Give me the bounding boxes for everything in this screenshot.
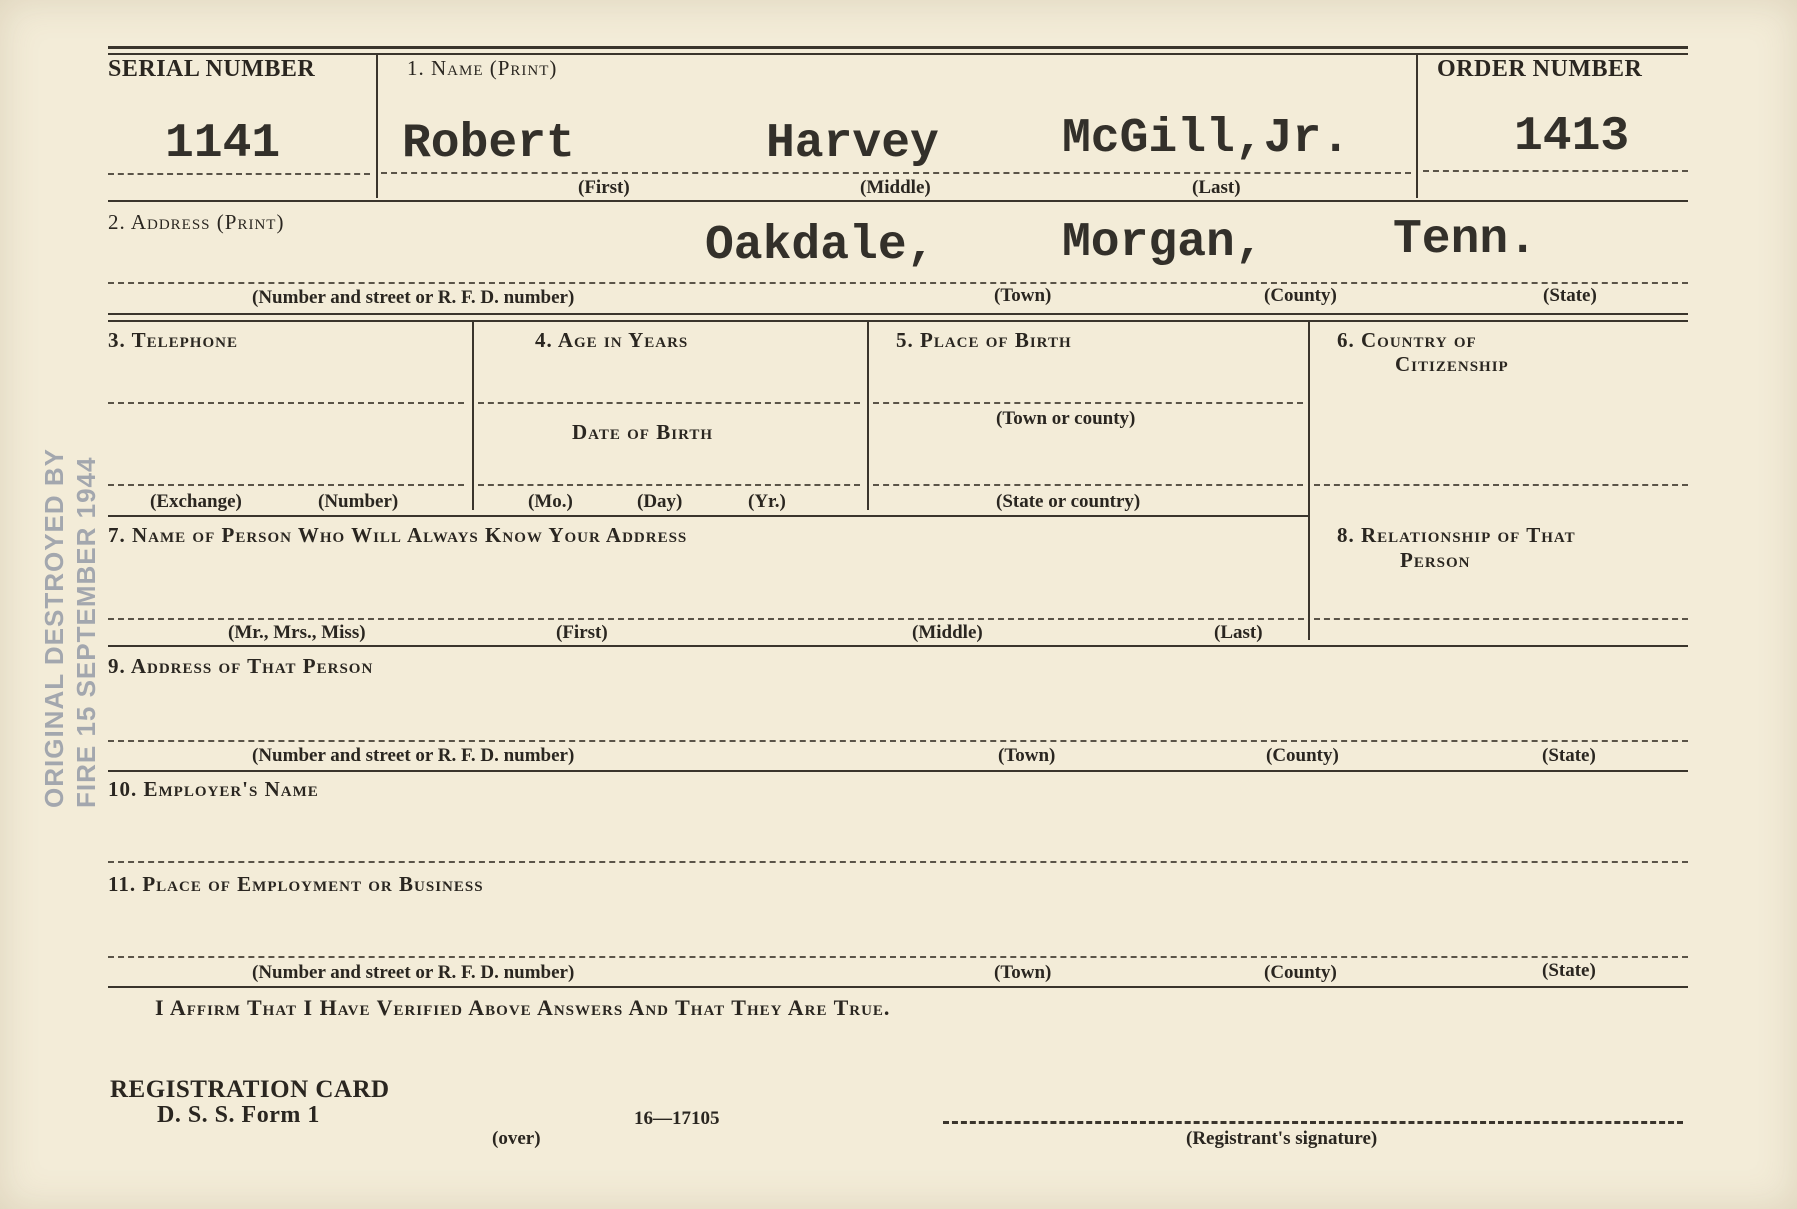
address-state-value: Tenn. [1393, 213, 1538, 267]
signature-caption: (Registrant's signature) [1186, 1128, 1378, 1149]
address-dash [108, 282, 1688, 284]
month-caption: (Mo.) [528, 491, 573, 512]
town-county-caption: (Town or county) [996, 408, 1136, 429]
destroyed-stamp [33, 420, 113, 810]
contact-address-county-caption: (County) [1266, 745, 1339, 766]
row3-divider-2 [867, 322, 869, 510]
address-street-caption: (Number and street or R. F. D. number) [252, 287, 575, 308]
exchange-caption: (Exchange) [150, 491, 242, 512]
mr-caption: (Mr., Mrs., Miss) [228, 622, 366, 643]
last-name-value: McGill,Jr. [1062, 112, 1351, 166]
row11-bottom-rule [108, 986, 1688, 988]
address-town-value: Oakdale, [705, 219, 936, 273]
top-rule [108, 46, 1688, 49]
row2-rule-a [108, 313, 1688, 315]
contact-last-caption: (Last) [1214, 622, 1263, 643]
row3-divider-3 [1308, 322, 1310, 640]
dob-dash [478, 484, 860, 486]
relationship-label-1: 8. Relationship of That [1337, 523, 1576, 547]
form-code: 16—17105 [634, 1108, 720, 1129]
address-label: 2. Address (Print) [108, 210, 285, 234]
serial-divider [376, 54, 378, 198]
contact-address-town-caption: (Town) [998, 745, 1056, 766]
signature-line [943, 1121, 1683, 1124]
day-caption: (Day) [637, 491, 683, 512]
serial-number-value: 1141 [165, 117, 281, 171]
state-country-dash [873, 484, 1303, 486]
telephone-dash-2 [108, 484, 464, 486]
contact-first-caption: (First) [556, 622, 608, 643]
year-caption: (Yr.) [748, 491, 786, 512]
form-number: D. S. S. Form 1 [157, 1102, 320, 1128]
relationship-dash [1314, 618, 1688, 620]
contact-address-label: 9. Address of That Person [108, 654, 374, 678]
date-of-birth-label: Date of Birth [572, 420, 714, 444]
top-rule-2 [108, 53, 1688, 55]
last-caption: (Last) [1192, 177, 1241, 198]
row3-bottom-rule [108, 515, 1308, 517]
order-divider [1416, 54, 1418, 198]
row3-divider-1 [472, 322, 474, 510]
contact-address-street-caption: (Number and street or R. F. D. number) [252, 745, 575, 766]
row7-bottom-rule [108, 645, 1688, 647]
address-county-value: Morgan, [1062, 216, 1264, 270]
citizenship-label-1: 6. Country of [1337, 328, 1477, 352]
middle-caption: (Middle) [860, 177, 931, 198]
telephone-dash [108, 402, 464, 404]
age-dash [478, 402, 860, 404]
card-title: REGISTRATION CARD [110, 1076, 390, 1103]
contact-middle-caption: (Middle) [912, 622, 983, 643]
name-dash [381, 172, 1411, 174]
employment-state-caption: (State) [1542, 960, 1596, 981]
row1-bottom-rule [108, 200, 1688, 202]
birthplace-dash [873, 402, 1303, 404]
serial-number-label: SERIAL NUMBER [108, 56, 316, 82]
first-caption: (First) [578, 177, 630, 198]
name-label: 1. Name (Print) [407, 56, 558, 80]
over-caption: (over) [492, 1128, 541, 1149]
first-name-value: Robert [402, 117, 575, 171]
employment-dash [108, 956, 1688, 958]
stamp-line-1: ORIGINAL DESTROYED BY [39, 447, 69, 808]
row2-rule-b [108, 320, 1688, 322]
contact-address-dash [108, 740, 1688, 742]
middle-name-value: Harvey [766, 117, 939, 171]
order-number-label: ORDER NUMBER [1437, 56, 1643, 82]
serial-dash [108, 173, 370, 175]
birthplace-label: 5. Place of Birth [896, 328, 1072, 352]
employment-town-caption: (Town) [994, 962, 1052, 983]
order-dash [1423, 170, 1688, 172]
employer-label: 10. Employer's Name [108, 777, 319, 801]
telephone-label: 3. Telephone [108, 328, 238, 352]
order-number-value: 1413 [1514, 110, 1630, 164]
citizenship-label-2: Citizenship [1395, 352, 1509, 376]
employment-street-caption: (Number and street or R. F. D. number) [252, 962, 575, 983]
contact-label: 7. Name of Person Who Will Always Know Your Address [108, 523, 688, 547]
employment-label: 11. Place of Employment or Business [108, 872, 484, 896]
address-town-caption: (Town) [994, 285, 1052, 306]
stamp-line-2: FIRE 15 SEPTEMBER 1944 [71, 456, 101, 808]
number-caption: (Number) [318, 491, 399, 512]
address-county-caption: (County) [1264, 285, 1337, 306]
address-state-caption: (State) [1543, 285, 1597, 306]
relationship-label-2: Person [1400, 548, 1471, 572]
state-country-caption: (State or country) [996, 491, 1141, 512]
age-label: 4. Age in Years [535, 328, 689, 352]
affirmation-text: I Affirm That I Have Verified Above Answers And That They Are True. [155, 995, 891, 1020]
contact-dash [108, 618, 1304, 620]
citizenship-dash [1314, 484, 1688, 486]
employment-county-caption: (County) [1264, 962, 1337, 983]
employer-dash [108, 861, 1688, 863]
contact-address-state-caption: (State) [1542, 745, 1596, 766]
row9-bottom-rule [108, 770, 1688, 772]
